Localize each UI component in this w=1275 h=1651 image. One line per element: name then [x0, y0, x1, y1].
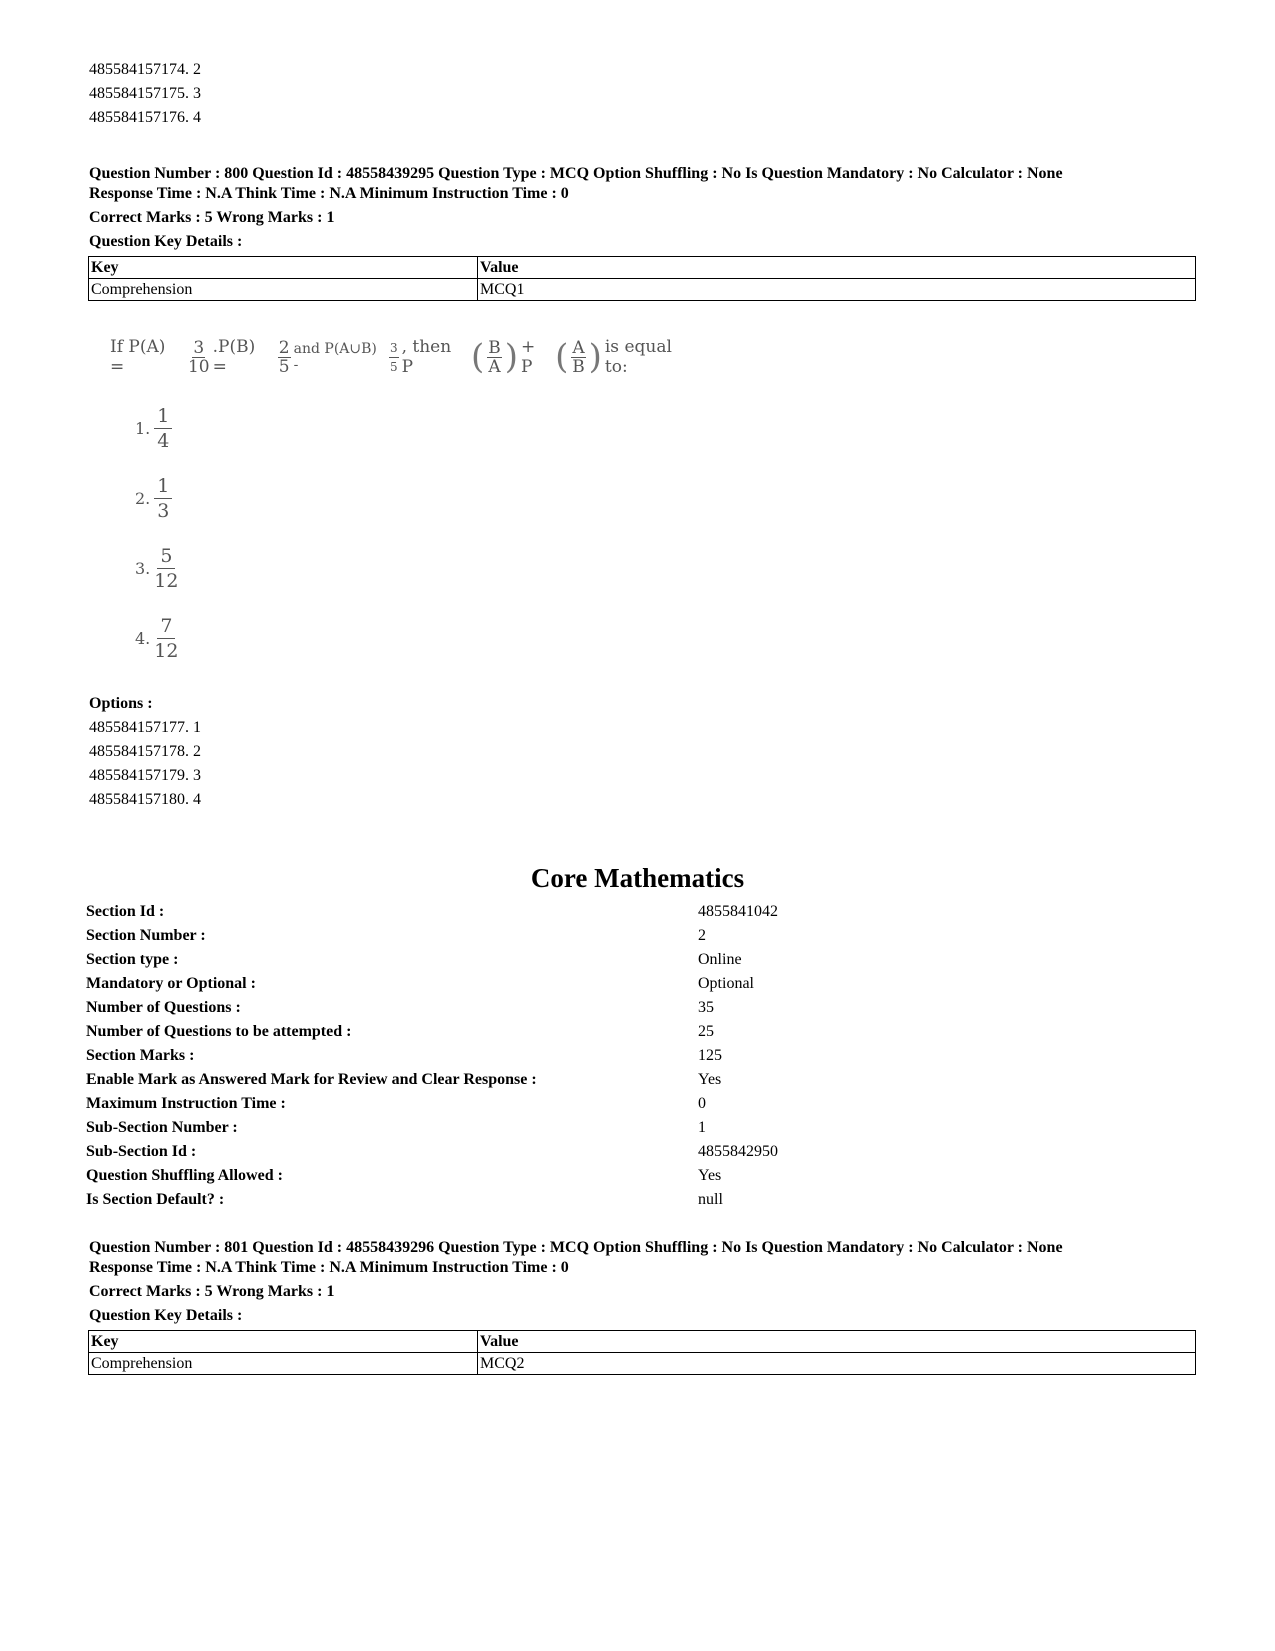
section-detail-row — [86, 948, 1196, 972]
section-detail-value: 125 — [698, 1047, 722, 1064]
section-detail-key: Number of Questions to be attempted : — [86, 1023, 352, 1040]
section-detail-value: null — [698, 1191, 723, 1208]
section-detail-key: Question Shuffling Allowed : — [86, 1167, 283, 1184]
q-mid: and P(A∪B) - — [293, 341, 377, 373]
choice-item: 3. 5 12 — [135, 545, 179, 592]
section-detail-value: 0 — [698, 1095, 706, 1112]
question-meta-line2: Response Time : N.A Think Time : N.A Minimum Instruction Time : 0 — [89, 1259, 569, 1276]
section-detail-row — [86, 1044, 1196, 1068]
question-meta-line1: Question Number : 801 Question Id : 48558439296 Question Type : MCQ Option Shuffling : No Is Question Mandatory : No Calculator : None — [89, 1239, 1063, 1256]
section-detail-key: Number of Questions : — [86, 999, 241, 1016]
table-row — [89, 1353, 1196, 1375]
question-meta-line1: Question Number : 800 Question Id : 48558439295 Question Type : MCQ Option Shuffling : No Is Question Mandatory : No Calculator : None — [89, 165, 1063, 182]
section-detail-row — [86, 996, 1196, 1020]
section-detail-row — [86, 1140, 1196, 1164]
q-suffix: is equal to: — [604, 337, 672, 377]
key-cell: Comprehension — [89, 279, 478, 301]
option-line: 485584157179. 3 — [89, 767, 201, 784]
value-cell: MCQ2 — [478, 1353, 1196, 1375]
key-header: Key — [89, 1331, 478, 1353]
value-cell: MCQ1 — [478, 279, 1196, 301]
section-detail-value: 1 — [698, 1119, 706, 1136]
section-detail-row — [86, 1116, 1196, 1140]
value-header: Value — [478, 1331, 1196, 1353]
question-meta — [89, 1238, 1199, 1278]
section-detail-value: 4855842950 — [698, 1143, 778, 1160]
q-plus: + P — [521, 337, 536, 377]
key-details-label: Question Key Details : — [89, 1307, 243, 1324]
key-cell: Comprehension — [89, 1353, 478, 1375]
key-header: Key — [89, 257, 478, 279]
option-line: 485584157180. 4 — [89, 791, 201, 808]
option-line: 485584157175. 3 — [89, 85, 201, 102]
fraction: $\frac{2}{5}$ — [278, 337, 290, 377]
section-detail-row — [86, 1092, 1196, 1116]
section-detail-value: 35 — [698, 999, 714, 1016]
choice-item: 2. 1 3 — [135, 474, 172, 523]
section-detail-value: Online — [698, 951, 742, 968]
section-detail-row — [86, 924, 1196, 948]
q-pb-label: .P(B) = — [212, 337, 256, 377]
options-label: Options : — [89, 695, 153, 712]
q-then: , then P — [401, 337, 452, 377]
section-detail-row — [86, 1020, 1196, 1044]
question-meta — [89, 164, 1199, 204]
section-detail-value: 25 — [698, 1023, 714, 1040]
table-header-row — [89, 257, 1196, 279]
section-detail-value: Yes — [698, 1167, 722, 1184]
section-detail-value: Optional — [698, 975, 754, 992]
option-line: 485584157176. 4 — [89, 109, 201, 126]
question-image: If P(A) = $\frac{3}{10}$ .P(B) = $\frac{2}{5}$ and P(A∪B) - 3 5 , then P ( B A ) + P ( A B ) is equal to: — [110, 326, 700, 388]
section-detail-row — [86, 972, 1196, 996]
section-title: Core Mathematics — [530, 863, 745, 893]
marks-line: Correct Marks : 5 Wrong Marks : 1 — [89, 1283, 335, 1300]
option-line: 485584157174. 2 — [89, 61, 201, 78]
question-key-table — [88, 1330, 1196, 1375]
fraction: 3 5 — [389, 340, 398, 374]
section-detail-key: Maximum Instruction Time : — [86, 1095, 286, 1112]
table-row — [89, 279, 1196, 301]
section-detail-row — [86, 900, 1196, 924]
section-detail-value: Yes — [698, 1071, 722, 1088]
q-prefix: If P(A) = — [110, 337, 166, 377]
section-detail-row — [86, 1188, 1196, 1212]
section-detail-row — [86, 1164, 1196, 1188]
section-detail-key: Is Section Default? : — [86, 1191, 225, 1208]
fraction: B A — [488, 337, 501, 377]
section-detail-value: 2 — [698, 927, 706, 944]
section-detail-value: 4855841042 — [698, 903, 778, 920]
marks-line: Correct Marks : 5 Wrong Marks : 1 — [89, 209, 335, 226]
choice-item: 4. 7 12 — [135, 615, 179, 662]
fraction: A B — [572, 337, 585, 377]
section-detail-key: Section Number : — [86, 927, 206, 944]
value-header: Value — [478, 257, 1196, 279]
section-detail-key: Mandatory or Optional : — [86, 975, 256, 992]
section-detail-key: Sub-Section Id : — [86, 1143, 197, 1160]
question-meta-line2: Response Time : N.A Think Time : N.A Minimum Instruction Time : 0 — [89, 185, 569, 202]
table-header-row — [89, 1331, 1196, 1353]
choice-item: 1. 1 4 — [135, 404, 172, 453]
option-line: 485584157178. 2 — [89, 743, 201, 760]
section-detail-key: Enable Mark as Answered Mark for Review and Clear Response : — [86, 1071, 537, 1088]
section-detail-key: Sub-Section Number : — [86, 1119, 238, 1136]
question-key-table — [88, 256, 1196, 301]
section-detail-key: Section Id : — [86, 903, 165, 920]
fraction: $\frac{3}{10}$ — [187, 337, 210, 377]
section-detail-key: Section type : — [86, 951, 179, 968]
section-detail-key: Section Marks : — [86, 1047, 195, 1064]
section-detail-row — [86, 1068, 1196, 1092]
option-line: 485584157177. 1 — [89, 719, 201, 736]
key-details-label: Question Key Details : — [89, 233, 243, 250]
